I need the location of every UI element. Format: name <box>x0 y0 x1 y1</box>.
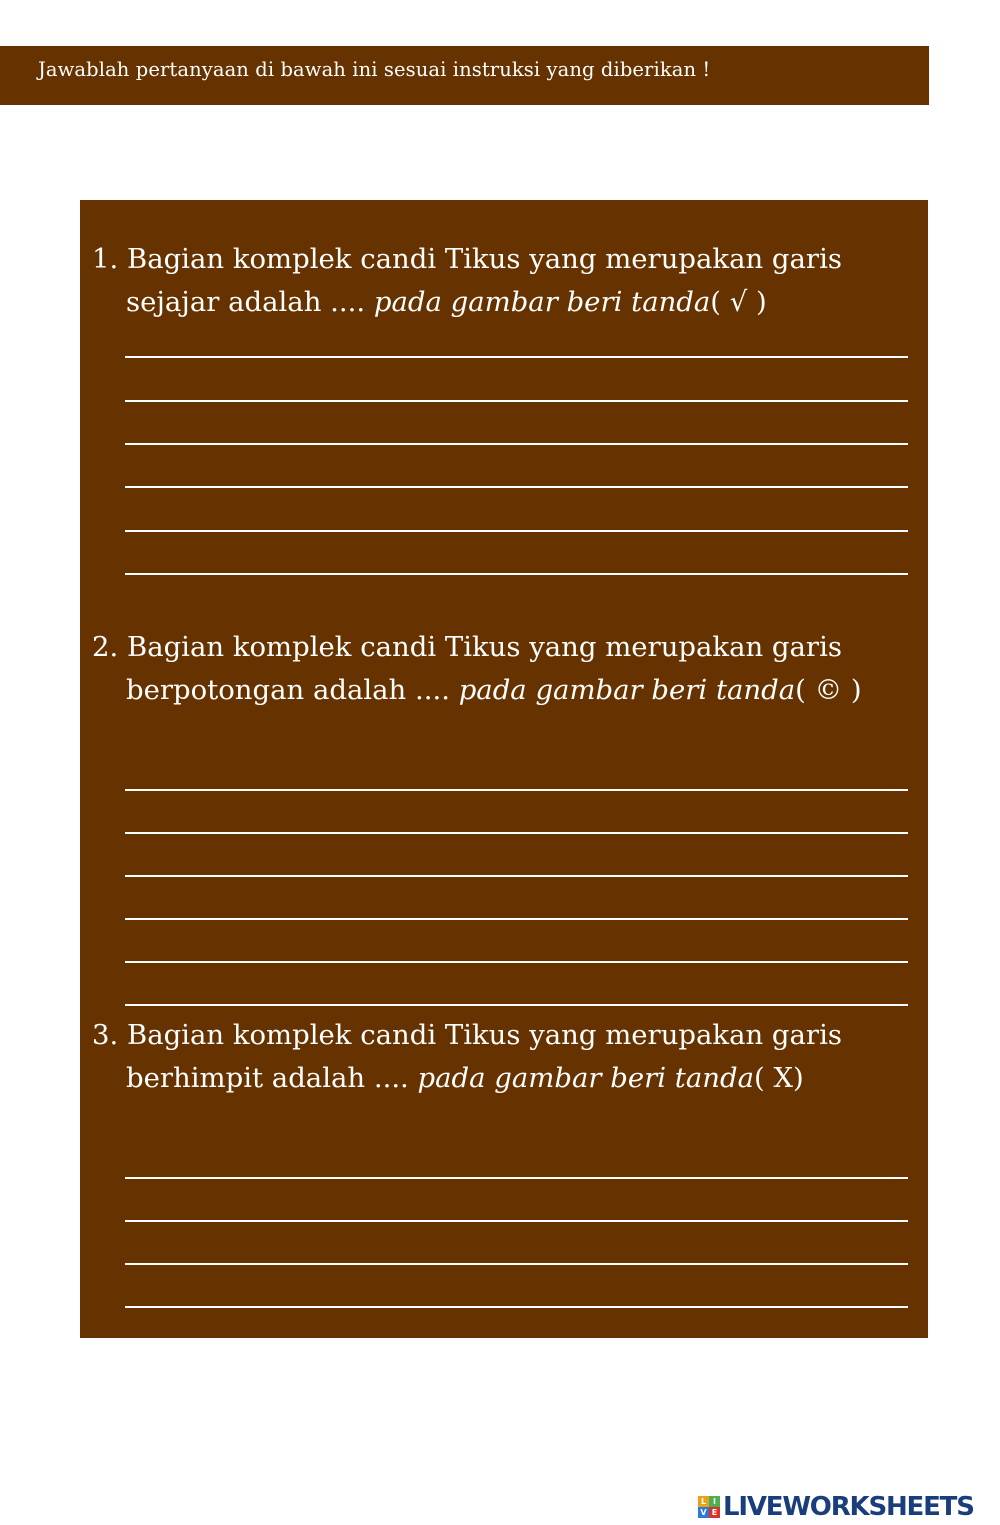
liveworksheets-wordmark: LIVEWORKSHEETS <box>723 1492 974 1522</box>
answer-line-1-2[interactable] <box>125 400 908 402</box>
answer-line-1-6[interactable] <box>125 573 908 575</box>
question-2-line-2 <box>92 669 922 712</box>
question-1-hint: pada gambar beri tanda <box>373 286 711 318</box>
answer-line-3-4[interactable] <box>125 1306 908 1308</box>
answer-line-2-2[interactable] <box>125 832 908 834</box>
question-1 <box>92 238 922 324</box>
question-2-mark: ( © ) <box>795 674 862 706</box>
logo-letter-l: L <box>698 1496 709 1507</box>
question-1-line-1: 1. Bagian komplek candi Tikus yang merupakan garis <box>92 243 842 275</box>
question-3-mark: ( X) <box>753 1062 804 1094</box>
answer-line-1-1[interactable] <box>125 356 908 358</box>
answer-line-3-1[interactable] <box>125 1177 908 1179</box>
question-3 <box>92 1014 922 1100</box>
question-2 <box>92 626 922 712</box>
answer-line-1-3[interactable] <box>125 443 908 445</box>
answer-line-2-1[interactable] <box>125 789 908 791</box>
question-1-line-2 <box>92 281 922 324</box>
question-3-line-1: 3. Bagian komplek candi Tikus yang merupakan garis <box>92 1019 842 1051</box>
answer-line-2-5[interactable] <box>125 961 908 963</box>
answer-line-1-5[interactable] <box>125 530 908 532</box>
question-3-hint: pada gambar beri tanda <box>417 1062 754 1094</box>
liveworksheets-logo-icon <box>698 1496 720 1518</box>
question-1-text: sejajar adalah .... <box>126 286 374 318</box>
instruction-banner <box>0 46 929 105</box>
question-2-text: berpotongan adalah .... <box>126 674 459 706</box>
instruction-text: Jawablah pertanyaan di bawah ini sesuai instruksi yang diberikan ! <box>38 58 711 81</box>
answer-line-1-4[interactable] <box>125 486 908 488</box>
answer-line-3-3[interactable] <box>125 1263 908 1265</box>
questions-panel <box>80 200 928 1338</box>
logo-letter-v: V <box>698 1507 709 1518</box>
logo-letter-i: I <box>709 1496 720 1507</box>
question-3-text: berhimpit adalah .... <box>126 1062 418 1094</box>
question-2-hint: pada gambar beri tanda <box>458 674 796 706</box>
liveworksheets-brand <box>698 1490 974 1524</box>
logo-letter-e: E <box>709 1507 720 1518</box>
answer-line-2-3[interactable] <box>125 875 908 877</box>
question-2-line-1: 2. Bagian komplek candi Tikus yang merupakan garis <box>92 631 842 663</box>
question-3-line-2 <box>92 1057 922 1100</box>
question-1-mark: ( √ ) <box>710 286 767 318</box>
answer-line-2-4[interactable] <box>125 918 908 920</box>
answer-line-2-6[interactable] <box>125 1004 908 1006</box>
answer-line-3-2[interactable] <box>125 1220 908 1222</box>
